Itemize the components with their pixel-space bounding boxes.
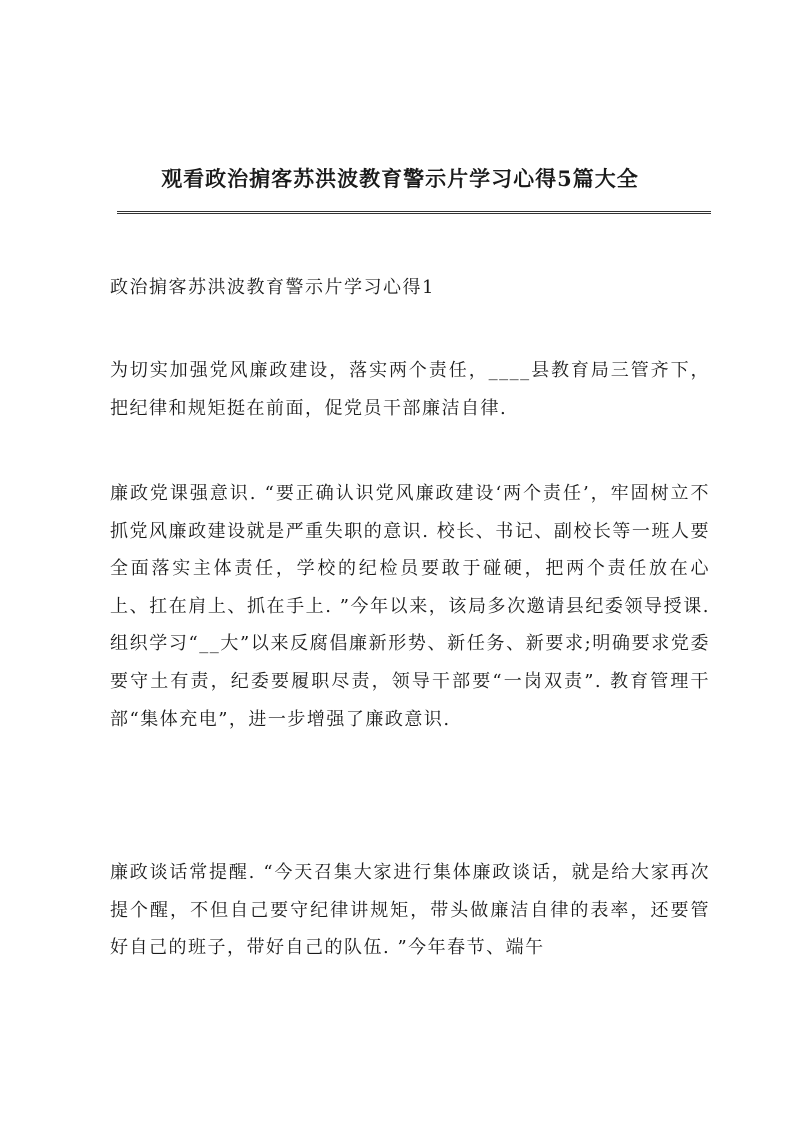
document-title: 观看政治掮客苏洪波教育警示片学习心得5篇大全 <box>161 166 639 191</box>
body-paragraph: 廉政谈话常提醒. “今天召集大家进行集体廉政谈话，就是给大家再次提个醒，不但自己要守纪律讲规矩，带头做廉洁自律的表率，还要管好自己的班子，带好自己的队伍. ”今年春节、端午 <box>110 862 710 959</box>
title-divider <box>117 211 711 214</box>
body-paragraph: 为切实加强党风廉政建设，落实两个责任，____县教育局三管齐下，把纪律和规矩挺在前面，促党员干部廉洁自律. <box>110 360 710 419</box>
body-paragraph: 廉政党课强意识. “要正确认识党风廉政建设‘两个责任’，牢固树立不抓党风廉政建设就是严重失职的意识. 校长、书记、副校长等一班人要全面落实主体责任，学校的纪检员要敢于碰硬，把两个责任放在心上、扛在肩上、抓在手上. ”今年以来，该局多次邀请县纪委领导授课. 组织学习“__大”以来反腐倡廉新形势、新任务、新要求;明确要求党委要守土有责，纪委要履职尽责，领导干部要“一岗双责”. 教育管理干部“集体充电”，进一步增强了廉政意识. <box>110 483 710 730</box>
section-heading: 政治掮客苏洪波教育警示片学习心得1 <box>110 277 435 298</box>
